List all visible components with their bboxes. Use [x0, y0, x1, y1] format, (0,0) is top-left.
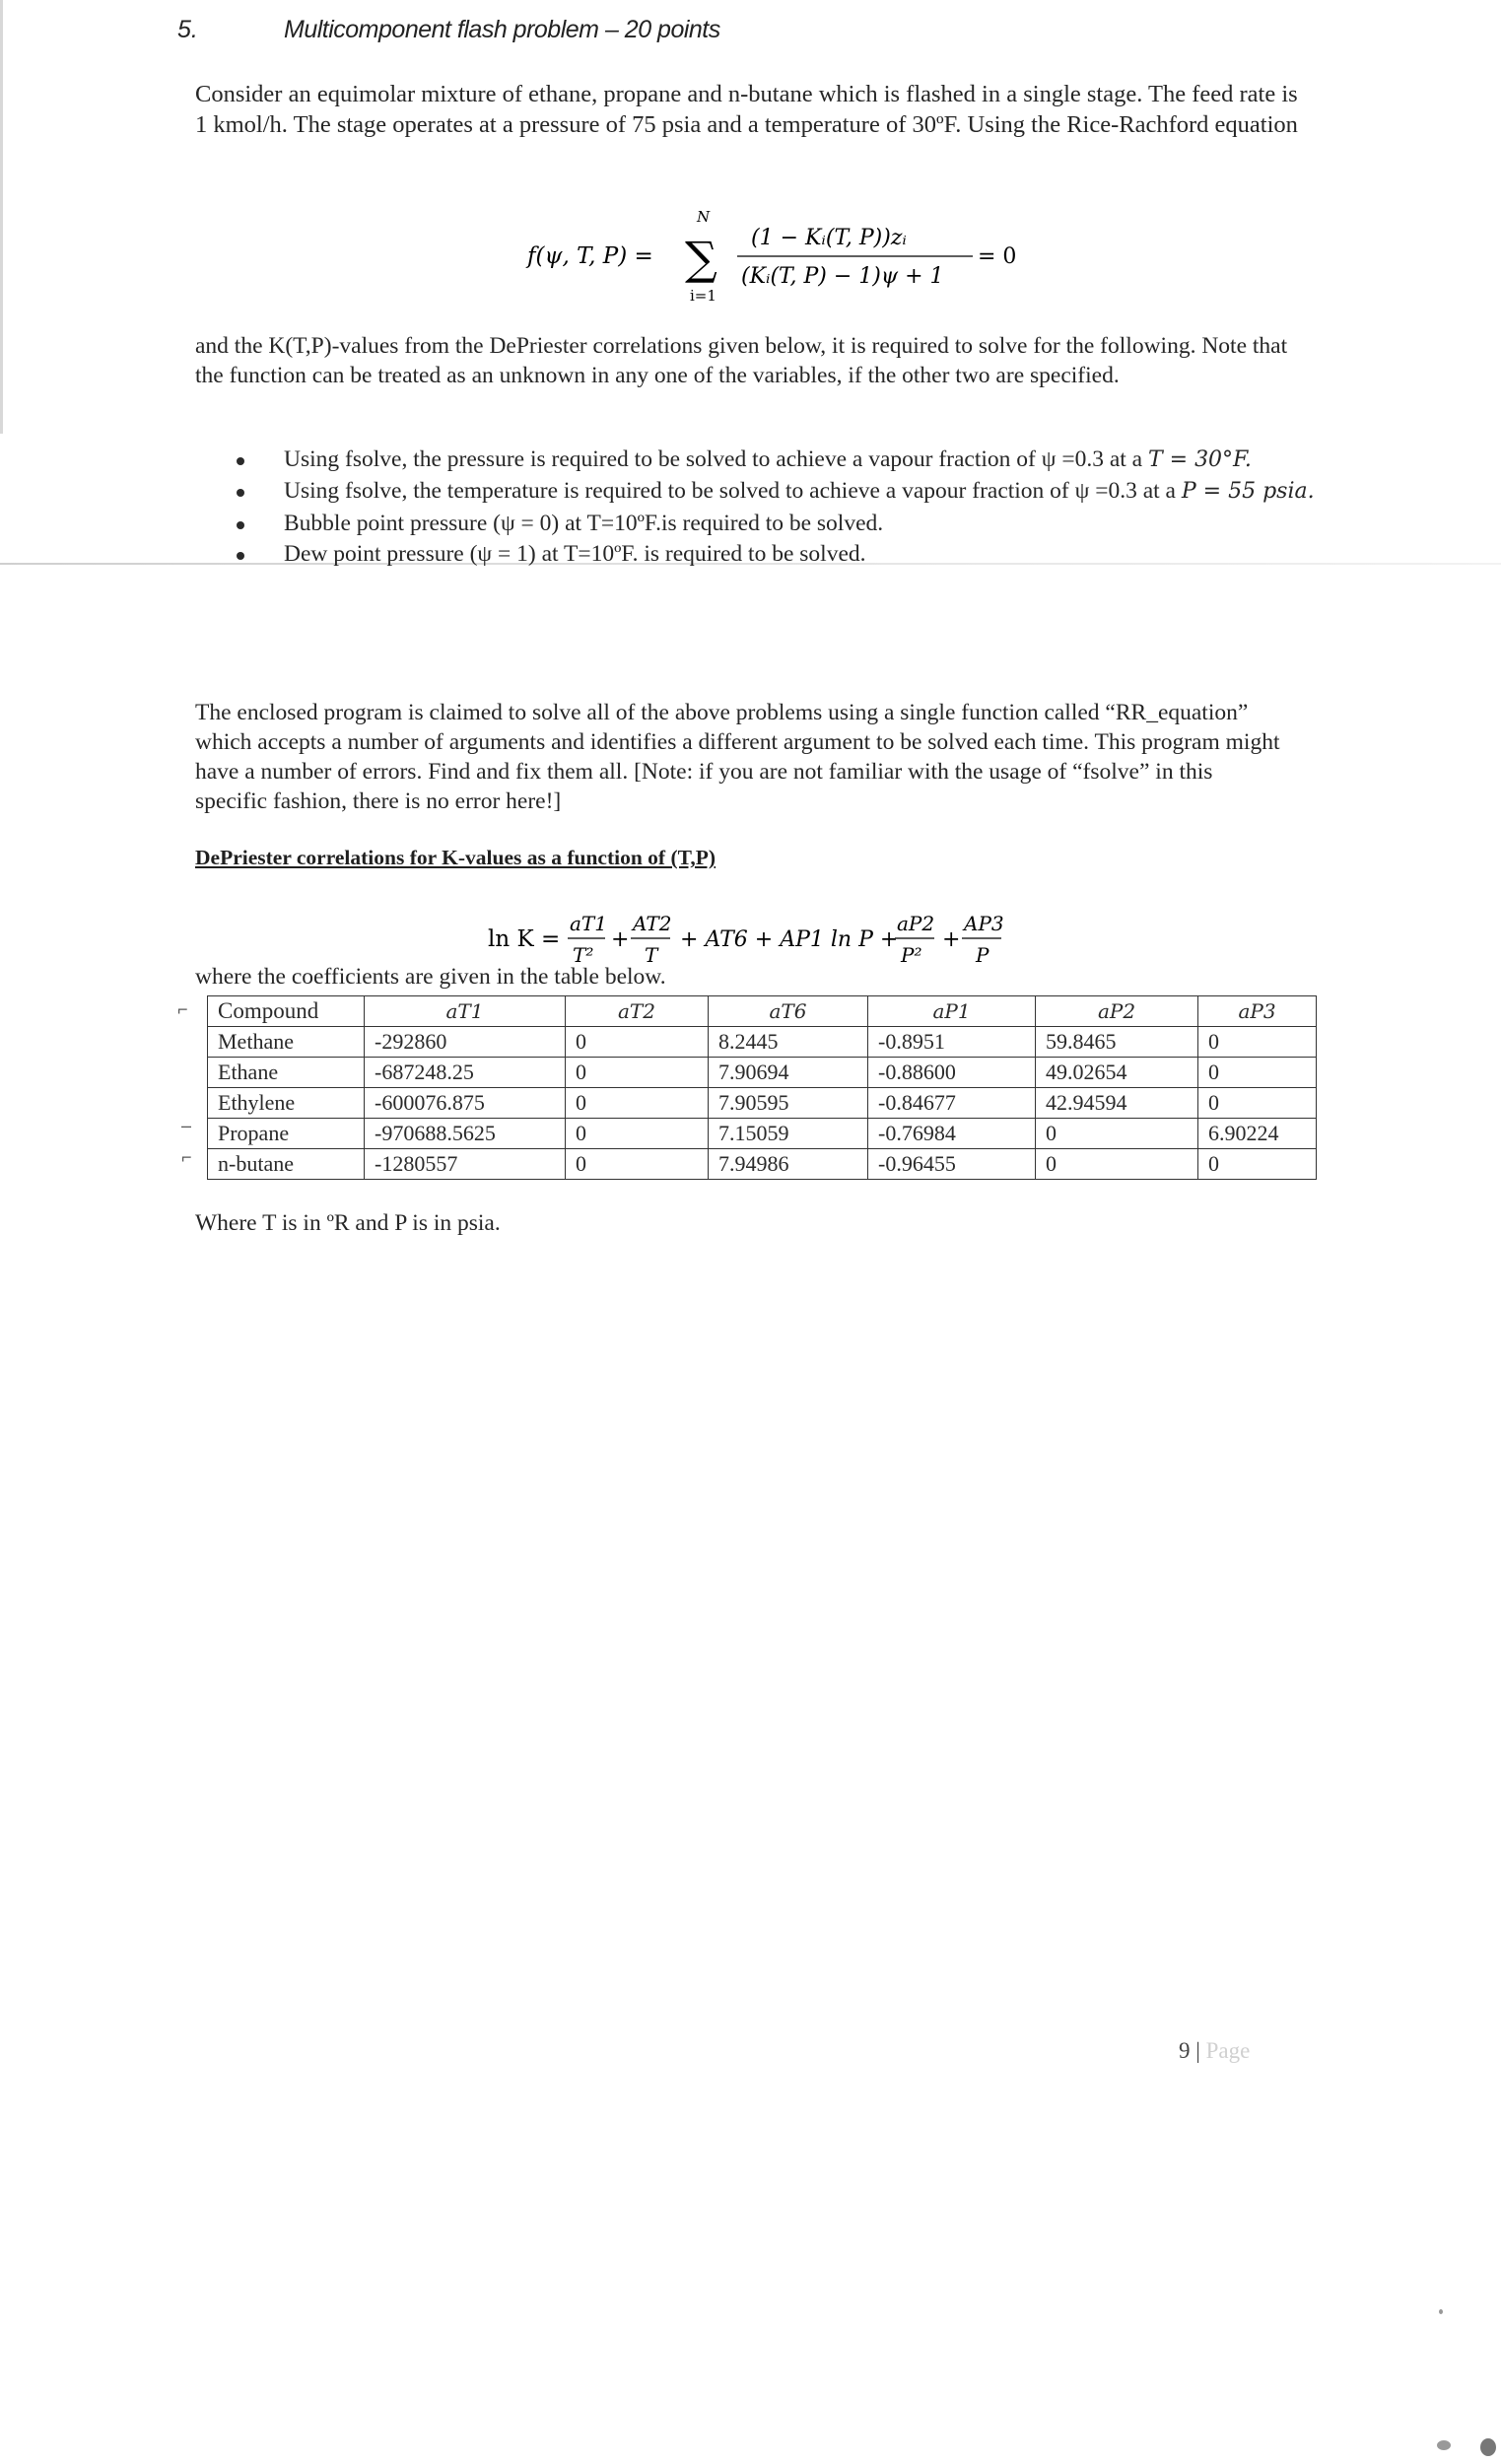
k-lhs: ln K = [488, 926, 561, 952]
table-header-row [208, 996, 1317, 1027]
k-p3-num: AP3 [964, 912, 1004, 935]
table-cell: 0 [1198, 1058, 1317, 1088]
column-header: aP3 [1198, 996, 1317, 1027]
k-p2-den: P² [901, 943, 922, 967]
table-cell: -0.76984 [868, 1119, 1036, 1149]
column-header: aP2 [1036, 996, 1198, 1027]
compound-cell: Methane [208, 1027, 365, 1058]
k-t1-den: T² [573, 943, 594, 967]
task-text: Dew point pressure (ψ = 1) at T=10ºF. is required to be solved. [284, 541, 866, 567]
svg-text:+: + [942, 927, 961, 952]
after-equation-paragraph: and the K(T,P)-values from the DePriester correlations given below, it is required to solve for the following. Note that the function can be treated as an unknown in any one of the variables, if the other two are specified. [195, 333, 1288, 388]
table-row [208, 1149, 1317, 1180]
table-cell: -0.84677 [868, 1088, 1036, 1119]
table-cell: -687248.25 [365, 1058, 566, 1088]
table-cell: -292860 [365, 1027, 566, 1058]
table-cell: 0 [566, 1149, 709, 1180]
table-row [208, 1027, 1317, 1058]
rice-rachford-equation [522, 202, 1055, 310]
page-word: Page [1205, 2038, 1251, 2063]
intro-paragraph: Consider an equimolar mixture of ethane, propane and n-butane which is flashed in a single stage. The feed rate is 1 kmol/h. The stage operates at a pressure of 75 psia and a temperature of 30ºF. Using the Rice-Rachford equation [195, 81, 1298, 138]
column-header: aP1 [868, 996, 1036, 1027]
table-cell: 0 [566, 1058, 709, 1088]
column-header: aT1 [365, 996, 566, 1027]
question-number: 5. [177, 16, 198, 43]
task-item [237, 510, 1321, 538]
task-item [237, 445, 1321, 474]
table-cell: 7.94986 [709, 1149, 868, 1180]
margin-tick-mark: – [181, 1116, 192, 1135]
table-cell: 0 [1198, 1088, 1317, 1119]
column-header: aT6 [709, 996, 868, 1027]
k-t2-num: AT2 [633, 912, 672, 935]
task-item [237, 540, 1321, 569]
table-cell: 7.90694 [709, 1058, 868, 1088]
column-header: aT2 [566, 996, 709, 1027]
bullet-dot-icon [237, 457, 244, 465]
task-text: Bubble point pressure (ψ = 0) at T=10ºF.is required to be solved. [284, 511, 884, 536]
task-list [237, 445, 1321, 569]
units-note: Where T is in ºR and P is in psia. [195, 1210, 501, 1236]
scan-speck [1480, 2438, 1496, 2456]
task-math: T = 30°F. [1147, 447, 1252, 472]
scan-edge-shadow [0, 0, 3, 434]
table-cell: 0 [1198, 1149, 1317, 1180]
table-cell: 59.8465 [1036, 1027, 1198, 1058]
page-footer [1179, 2038, 1250, 2064]
compound-cell: Ethylene [208, 1088, 365, 1119]
table-cell: 7.90595 [709, 1088, 868, 1119]
table-cell: 0 [566, 1088, 709, 1119]
compound-cell: Ethane [208, 1058, 365, 1088]
compound-cell: Propane [208, 1119, 365, 1149]
program-paragraph: The enclosed program is claimed to solve all of the above problems using a single function called “RR_equation” which accepts a number of arguments and identifies a different argument to be solved each time. This program might have a number of errors. Find and fix them all. [Note: if you are not familiar with the usage of “fsolve” in this specific fashion, there is no error here!] [195, 700, 1280, 814]
k-t1-num: aT1 [570, 912, 607, 935]
table-cell: 0 [566, 1119, 709, 1149]
table-cell: -0.88600 [868, 1058, 1036, 1088]
table-cell: 42.94594 [1036, 1088, 1198, 1119]
rr-sum-lower: i=1 [690, 287, 716, 305]
bullet-dot-icon [237, 552, 244, 560]
margin-tick-mark: ⌐ [181, 1147, 192, 1167]
depriester-section-title: DePriester correlations for K-values as a function of (T,P) [195, 846, 716, 869]
table-cell: 0 [1198, 1027, 1317, 1058]
table-row [208, 1088, 1317, 1119]
margin-tick-mark: ⌐ [177, 999, 188, 1019]
table-cell: -0.8951 [868, 1027, 1036, 1058]
task-text: Using fsolve, the pressure is required to be solved to achieve a vapour fraction of ψ =0.3 at a [284, 446, 1148, 472]
k-p2-num: aP2 [897, 912, 935, 935]
page-separator: | [1195, 2038, 1200, 2063]
table-cell: -970688.5625 [365, 1119, 566, 1149]
page-number: 9 [1179, 2038, 1191, 2063]
bullet-dot-icon [237, 521, 244, 529]
table-cell: 0 [566, 1027, 709, 1058]
rr-sum-upper: N [697, 208, 711, 226]
table-intro: where the coefficients are given in the table below. [195, 964, 666, 990]
question-heading [177, 16, 720, 44]
rr-rhs: = 0 [978, 244, 1017, 269]
svg-text:+: + [611, 927, 630, 952]
table-cell: 7.15059 [709, 1119, 868, 1149]
rr-numerator: (1 − Kᵢ(T, P))zᵢ [751, 226, 907, 250]
rr-sum-symbol: ∑ [685, 232, 717, 285]
rr-denominator: (Kᵢ(T, P) − 1)ψ + 1 [741, 264, 944, 289]
rr-lhs: f(ψ, T, P) = [527, 243, 653, 269]
k-middle: + AT6 + AP1 ln P + [680, 927, 899, 952]
table-cell: -600076.875 [365, 1088, 566, 1119]
bullet-dot-icon [237, 489, 244, 497]
question-title: Multicomponent flash problem – 20 points [284, 16, 720, 43]
table-cell: 8.2445 [709, 1027, 868, 1058]
k-t2-den: T [645, 943, 658, 967]
k-p3-den: P [976, 943, 989, 967]
task-text: Using fsolve, the temperature is required to be solved to achieve a vapour fraction of ψ =0.3 at a [284, 478, 1182, 504]
table-cell: -0.96455 [868, 1149, 1036, 1180]
table-row [208, 1058, 1317, 1088]
column-header: Compound [208, 996, 365, 1027]
coefficient-table [207, 995, 1317, 1180]
scan-speck [1439, 2309, 1443, 2314]
table-cell: 49.02654 [1036, 1058, 1198, 1088]
table-cell: -1280557 [365, 1149, 566, 1180]
table-cell: 6.90224 [1198, 1119, 1317, 1149]
table-row [208, 1119, 1317, 1149]
task-math: P = 55 psia. [1181, 479, 1315, 504]
scan-speck [1437, 2440, 1451, 2450]
table-cell: 0 [1036, 1149, 1198, 1180]
task-item [237, 477, 1321, 506]
compound-cell: n-butane [208, 1149, 365, 1180]
table-cell: 0 [1036, 1119, 1198, 1149]
